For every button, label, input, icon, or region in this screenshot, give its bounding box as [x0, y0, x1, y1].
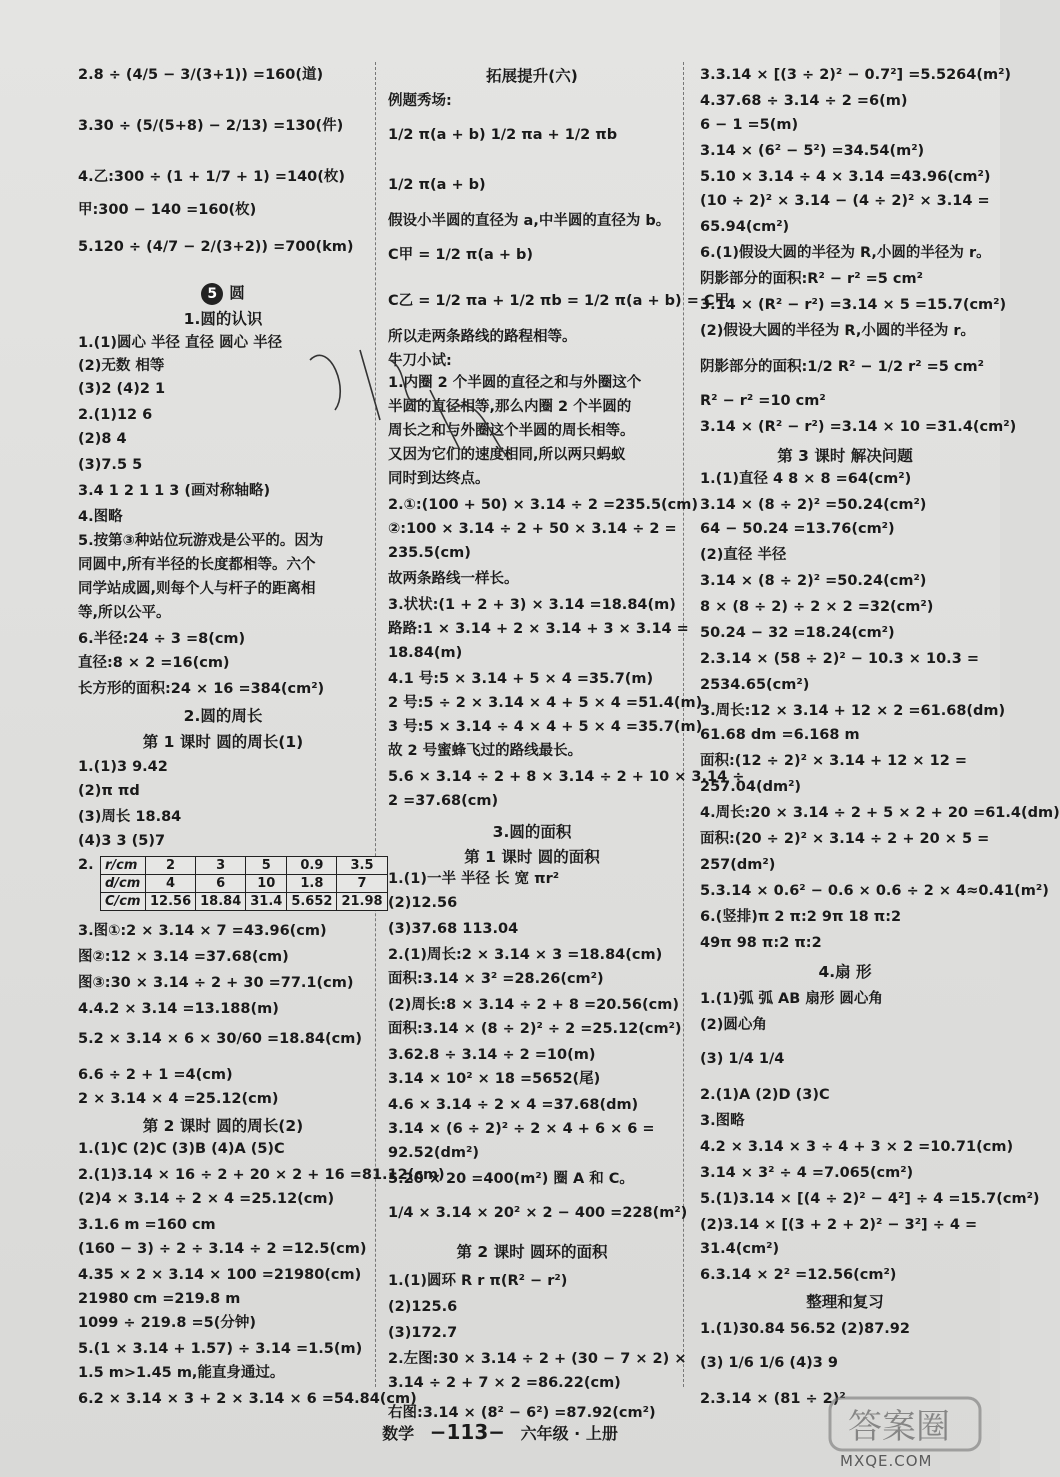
answer-line: 1.5 m>1.45 m,能直身通过。: [78, 1365, 285, 1381]
section-heading: [700, 1290, 990, 1312]
answer-line: 2 号:5 ÷ 2 × 3.14 × 4 + 5 × 4 =51.4(m): [388, 695, 703, 711]
answer-line: 1.(1)弧 弧 AB 扇形 圆心角: [700, 991, 883, 1007]
answer-line: 1.(1)30.84 56.52 (2)87.92: [700, 1321, 910, 1337]
answer-line: (3) 1/4 1/4: [700, 1051, 785, 1067]
section-heading-text: 2.圆的周长: [183, 707, 263, 725]
answer-line: (3)172.7: [388, 1325, 458, 1341]
table-row: [101, 893, 388, 911]
answer-line: (10 ÷ 2)² × 3.14 − (4 ÷ 2)² × 3.14 =: [700, 193, 990, 209]
answer-line: 面积:(20 ÷ 2)² × 3.14 ÷ 2 + 20 × 5 =: [700, 831, 990, 847]
table-cell: 3: [196, 857, 246, 875]
answer-line: 235.5(cm): [388, 545, 471, 561]
section-heading-text: 第 1 课时 圆的面积: [464, 848, 600, 866]
section-heading: [78, 281, 368, 305]
answer-line: 所以走两条路线的路程相等。: [388, 329, 577, 345]
answer-line: 92.52(dm²): [388, 1145, 479, 1161]
answer-line: 2.(1)周长:2 × 3.14 × 3 =18.84(cm): [388, 947, 663, 963]
answer-line: (2)周长:8 × 3.14 ÷ 2 + 8 =20.56(cm): [388, 997, 679, 1013]
answer-line: 3.3.14 × [(3 ÷ 2)² − 0.7²] =5.5264(m²): [700, 67, 1012, 83]
table-cell: r/cm: [101, 857, 146, 875]
answer-line: 面积:3.14 × 3² =28.26(cm²): [388, 971, 604, 987]
answer-line: 2.3.14 × (58 ÷ 2)² − 10.3 × 10.3 =: [700, 651, 979, 667]
section-heading-text: 第 1 课时 圆的周长(1): [142, 733, 304, 751]
answer-line: 6.(1)假设大圆的半径为 R,小圆的半径为 r。: [700, 245, 991, 261]
table-row: [101, 857, 388, 875]
answer-line: (2)125.6: [388, 1299, 458, 1315]
answer-line: 3.14 × (R² − r²) =3.14 × 5 =15.7(cm²): [700, 297, 1007, 313]
answer-line: 6.2 × 3.14 × 3 + 2 × 3.14 × 6 =54.84(cm): [78, 1391, 417, 1407]
answer-line: (2)无数 相等: [78, 358, 165, 374]
section-heading-text: 4.扇 形: [818, 963, 872, 981]
table-cell: C/cm: [101, 893, 146, 911]
answer-line: 6.半径:24 ÷ 3 =8(cm): [78, 631, 246, 647]
answer-line: 2 =37.68(cm): [388, 793, 499, 809]
answer-line: 阴影部分的面积:R² − r² =5 cm²: [700, 271, 923, 287]
section-heading-text: 拓展提升(六): [486, 67, 578, 85]
answer-line: (2)圆心角: [700, 1017, 767, 1033]
answer-line: 等,所以公平。: [78, 605, 171, 621]
answer-line: 2.左图:30 × 3.14 ÷ 2 + (30 − 7 × 2) ×: [388, 1351, 687, 1367]
answer-line: 3.62.8 ÷ 3.14 ÷ 2 =10(m): [388, 1047, 596, 1063]
answer-line: 65.94(cm²): [700, 219, 790, 235]
answer-line: 1.(1)圆环 R r π(R² − r²): [388, 1273, 568, 1289]
table-cell: 2: [146, 857, 196, 875]
answer-line: 面积:(12 ÷ 2)² × 3.14 + 12 × 12 =: [700, 753, 967, 769]
answer-line: 3.图略: [700, 1113, 745, 1129]
answer-line: 5.6 × 3.14 ÷ 2 + 8 × 3.14 ÷ 2 + 10 × 3.14 ÷: [388, 769, 745, 785]
answer-line: 图③:30 × 3.14 ÷ 2 + 30 =77.1(cm): [78, 975, 354, 991]
answer-line: 1/4 × 3.14 × 20² × 2 − 400 =228(m²): [388, 1205, 688, 1221]
section-heading-text: 第 3 课时 解决问题: [777, 447, 913, 465]
answer-line: 18.84(m): [388, 645, 463, 661]
section-heading: [78, 704, 368, 726]
answer-line: 50.24 − 32 =18.24(cm²): [700, 625, 895, 641]
answer-line: C乙 = 1/2 πa + 1/2 πb = 1/2 π(a + b) = C甲: [388, 293, 730, 309]
answer-line: (3)37.68 113.04: [388, 921, 519, 937]
answer-line: 1099 ÷ 219.8 =5(分钟): [78, 1315, 257, 1331]
answer-line: 2.(1)A (2)D (3)C: [700, 1087, 830, 1103]
answer-line: 3.14 × (6 ÷ 2)² ÷ 2 × 4 + 6 × 6 =: [388, 1121, 655, 1137]
answer-line: 2534.65(cm²): [700, 677, 810, 693]
section-heading-text: 3.圆的面积: [492, 823, 572, 841]
answer-line: 5.(1 × 3.14 + 1.57) ÷ 3.14 =1.5(m): [78, 1341, 363, 1357]
answer-line: 4.周长:20 × 3.14 ÷ 2 + 5 × 2 + 20 =61.4(dm): [700, 805, 1060, 821]
answer-line: 甲:300 − 140 =160(枚): [78, 202, 257, 218]
answer-line: 6.(竖排)π 2 π:2 9π 18 π:2: [700, 909, 902, 925]
answer-line: (4)3 3 (5)7: [78, 833, 166, 849]
answer-line: 4.4.2 × 3.14 =13.188(m): [78, 1001, 279, 1017]
table-cell: 0.9: [287, 857, 337, 875]
table-cell: 31.4: [246, 893, 287, 911]
table-cell: 3.5: [337, 857, 387, 875]
answer-line: 5.120 ÷ (4/7 − 2/(3+2)) =700(km): [78, 239, 354, 255]
table-cell: 4: [146, 875, 196, 893]
section-heading-text: 1.圆的认识: [183, 310, 263, 328]
answer-line: 例题秀场:: [388, 93, 452, 109]
question-number: 2.: [78, 857, 94, 873]
section-heading: [78, 1114, 368, 1136]
answer-line: 257(dm²): [700, 857, 776, 873]
answer-line: (2)4 × 3.14 ÷ 2 × 4 =25.12(cm): [78, 1191, 335, 1207]
section-heading-text: 整理和复习: [806, 1293, 884, 1311]
table-cell: 18.84: [196, 893, 246, 911]
answer-line: (2)12.56: [388, 895, 458, 911]
table-cell: 6: [196, 875, 246, 893]
answer-line: 牛刀小试:: [388, 353, 452, 369]
answer-line: 4.图略: [78, 509, 123, 525]
watermark-text: MXQE.COM: [840, 1452, 933, 1470]
answer-line: R² − r² =10 cm²: [700, 393, 826, 409]
answer-line: 5.10 × 3.14 ÷ 4 × 3.14 =43.96(cm²): [700, 169, 991, 185]
section-heading: [78, 730, 368, 752]
answer-line: 4.35 × 2 × 3.14 × 100 =21980(cm): [78, 1267, 362, 1283]
answer-line: 路路:1 × 3.14 + 2 × 3.14 + 3 × 3.14 =: [388, 621, 689, 637]
table-cell: 10: [246, 875, 287, 893]
section-heading: [78, 307, 368, 329]
answer-line: 3.图①:2 × 3.14 × 7 =43.96(cm): [78, 923, 327, 939]
answer-line: 图②:12 × 3.14 =37.68(cm): [78, 949, 289, 965]
answer-line: (160 − 3) ÷ 2 ÷ 3.14 ÷ 2 =12.5(cm): [78, 1241, 367, 1257]
answer-line: 2.①:(100 + 50) × 3.14 ÷ 2 =235.5(cm): [388, 497, 698, 513]
answer-line: (2)8 4: [78, 431, 127, 447]
answer-line: 5.2 × 3.14 × 6 × 30/60 =18.84(cm): [78, 1031, 362, 1047]
answer-line: 4.乙:300 ÷ (1 + 1/7 + 1) =140(枚): [78, 169, 346, 185]
section-heading-text: 第 2 课时 圆环的面积: [456, 1243, 608, 1261]
section-heading: [388, 64, 676, 86]
answer-line: 5.3.14 × 0.6² − 0.6 × 0.6 ÷ 2 × 4≈0.41(m²): [700, 883, 1049, 899]
footer-subject: 数学: [382, 1424, 415, 1443]
answer-line: 3.14 × (8 ÷ 2)² =50.24(cm²): [700, 497, 927, 513]
answer-line: (3)7.5 5: [78, 457, 143, 473]
answer-line: 3.周长:12 × 3.14 + 12 × 2 =61.68(dm): [700, 703, 1006, 719]
section-heading: [700, 960, 990, 982]
answer-line: 2.3.14 × (81 ÷ 2)²: [700, 1391, 846, 1407]
answer-line: (3)周长 18.84: [78, 809, 182, 825]
answer-line: 2 × 3.14 × 4 =25.12(cm): [78, 1091, 279, 1107]
answer-line: 5.按第③种站位玩游戏是公平的。因为: [78, 533, 324, 549]
table-cell: 5.652: [287, 893, 337, 911]
answer-line: 故两条路线一样长。: [388, 571, 519, 587]
answer-line: 阴影部分的面积:1/2 R² − 1/2 r² =5 cm²: [700, 359, 984, 375]
right-column: [700, 62, 1060, 1407]
table-cell: 1.8: [287, 875, 337, 893]
answer-line: 1/2 π(a + b): [388, 177, 486, 193]
answer-line: 3.1.6 m =160 cm: [78, 1217, 216, 1233]
answer-line: 同时到达终点。: [388, 471, 490, 487]
answer-line: 2.8 ÷ (4/5 − 3/(3+1)) =160(道): [78, 67, 324, 83]
answer-line: 3.14 ÷ 2 + 7 × 2 =86.22(cm): [388, 1375, 621, 1391]
answer-line: 2.(1)12 6: [78, 407, 153, 423]
answer-line: 同学站成圆,则每个人与杆子的距离相: [78, 581, 316, 597]
page-number: −113−: [429, 1420, 506, 1444]
answer-line: 周长之和与外圈这个半圆的周长相等。: [388, 423, 635, 439]
answer-line: 3 号:5 × 3.14 ÷ 4 × 4 + 5 × 4 =35.7(m): [388, 719, 703, 735]
answer-line: (2)π πd: [78, 783, 140, 799]
answer-line: 1.(1)3 9.42: [78, 759, 168, 775]
table-cell: 7: [337, 875, 387, 893]
answer-line: 3.状状:(1 + 2 + 3) × 3.14 =18.84(m): [388, 597, 676, 613]
table-cell: d/cm: [101, 875, 146, 893]
answer-line: 257.04(dm²): [700, 779, 802, 795]
section-heading-text: 圆: [229, 284, 245, 302]
answer-line: 3.14 × 10² × 18 =5652(尾): [388, 1071, 601, 1087]
answer-line: 4.1 号:5 × 3.14 + 5 × 4 =35.7(m): [388, 671, 654, 687]
answer-line: 故 2 号蜜蜂飞过的路线最长。: [388, 743, 583, 759]
answer-line: 64 − 50.24 =13.76(cm²): [700, 521, 895, 537]
section-heading: [700, 444, 990, 466]
answer-line: 4.2 × 3.14 × 3 ÷ 4 + 3 × 2 =10.71(cm): [700, 1139, 1014, 1155]
answer-line: 面积:3.14 × (8 ÷ 2)² ÷ 2 =25.12(cm²): [388, 1021, 682, 1037]
answer-line: C甲 = 1/2 π(a + b): [388, 247, 534, 263]
answer-line: 4.6 × 3.14 ÷ 2 × 4 =37.68(dm): [388, 1097, 639, 1113]
answer-line: 长方形的面积:24 × 16 =384(cm²): [78, 681, 325, 697]
answer-line: (2)假设大圆的半径为 R,小圆的半径为 r。: [700, 323, 976, 339]
answer-line: 6 − 1 =5(m): [700, 117, 799, 133]
answer-line: 49π 98 π:2 π:2: [700, 935, 822, 951]
answer-line: 1.(1)圆心 半径 直径 圆心 半径: [78, 335, 283, 351]
answer-line: 8 × (8 ÷ 2) ÷ 2 × 2 =32(cm²): [700, 599, 934, 615]
answer-line: 3.14 × (6² − 5²) =34.54(m²): [700, 143, 925, 159]
answer-line: 5.20 × 20 =400(m²) 圈 A 和 C。: [388, 1171, 634, 1187]
table-cell: 21.98: [337, 893, 387, 911]
footer-grade: 六年级 · 上册: [520, 1424, 618, 1443]
answer-line: 1.(1)C (2)C (3)B (4)A (5)C: [78, 1141, 285, 1157]
table-cell: 5: [246, 857, 287, 875]
unit-number-badge: 5: [201, 283, 223, 305]
section-heading: [388, 845, 676, 867]
answer-line: 1.(1)一半 半径 长 宽 πr²: [388, 871, 560, 887]
answer-line: 21980 cm =219.8 m: [78, 1291, 241, 1307]
answer-line: (2)直径 半径: [700, 547, 787, 563]
answer-line: ②:100 × 3.14 ÷ 2 + 50 × 3.14 ÷ 2 =: [388, 521, 677, 537]
answer-line: 又因为它们的速度相同,所以两只蚂蚁: [388, 447, 626, 463]
answer-line: 右图:3.14 × (8² − 6²) =87.92(cm²): [388, 1405, 656, 1421]
answer-line: 1.(1)直径 4 8 × 8 =64(cm²): [700, 471, 912, 487]
answer-line: (3) 1/6 1/6 (4)3 9: [700, 1355, 839, 1371]
answer-line: 3.30 ÷ (5/(5+8) − 2/13) =130(件): [78, 118, 344, 134]
answer-line: (2)3.14 × [(3 + 2 + 2)² − 3²] ÷ 4 =: [700, 1217, 978, 1233]
table-cell: 12.56: [146, 893, 196, 911]
svg-text:答案圈: 答案圈: [848, 1407, 950, 1447]
answer-line: 1/2 π(a + b) 1/2 πa + 1/2 πb: [388, 127, 618, 143]
section-heading: [388, 820, 676, 842]
answer-line: 假设小半圆的直径为 a,中半圆的直径为 b。: [388, 213, 671, 229]
answer-line: 半圆的直径相等,那么内圈 2 个半圆的: [388, 399, 632, 415]
answer-line: 4.37.68 ÷ 3.14 ÷ 2 =6(m): [700, 93, 908, 109]
answer-line: 3.14 × (R² − r²) =3.14 × 10 =31.4(cm²): [700, 419, 1017, 435]
circumference-table: [100, 856, 388, 911]
answer-line: 2.(1)3.14 × 16 ÷ 2 + 20 × 2 + 16 =81.12(cm): [78, 1167, 445, 1183]
answer-line: 3.4 1 2 1 1 3 (画对称轴略): [78, 483, 271, 499]
section-heading-text: 第 2 课时 圆的周长(2): [142, 1117, 304, 1135]
answer-line: 3.14 × (8 ÷ 2)² =50.24(cm²): [700, 573, 927, 589]
table-row: [101, 875, 388, 893]
answer-line: 同圆中,所有半径的长度都相等。六个: [78, 557, 316, 573]
answer-line: 直径:8 × 2 =16(cm): [78, 655, 230, 671]
answer-line: 6.3.14 × 2² =12.56(cm²): [700, 1267, 897, 1283]
section-heading: [388, 1240, 676, 1262]
column-divider: [375, 62, 376, 1387]
answer-line: 1.内圈 2 个半圆的直径之和与外圈这个: [388, 375, 642, 391]
answer-line: (3)2 (4)2 1: [78, 381, 166, 397]
answer-line: 31.4(cm²): [700, 1241, 780, 1257]
answer-line: 61.68 dm =6.168 m: [700, 727, 860, 743]
answer-line: 5.(1)3.14 × [(4 ÷ 2)² − 4²] ÷ 4 =15.7(cm²): [700, 1191, 1040, 1207]
answer-line: 6.6 ÷ 2 + 1 =4(cm): [78, 1067, 233, 1083]
answer-line: 3.14 × 3² ÷ 4 =7.065(cm²): [700, 1165, 914, 1181]
